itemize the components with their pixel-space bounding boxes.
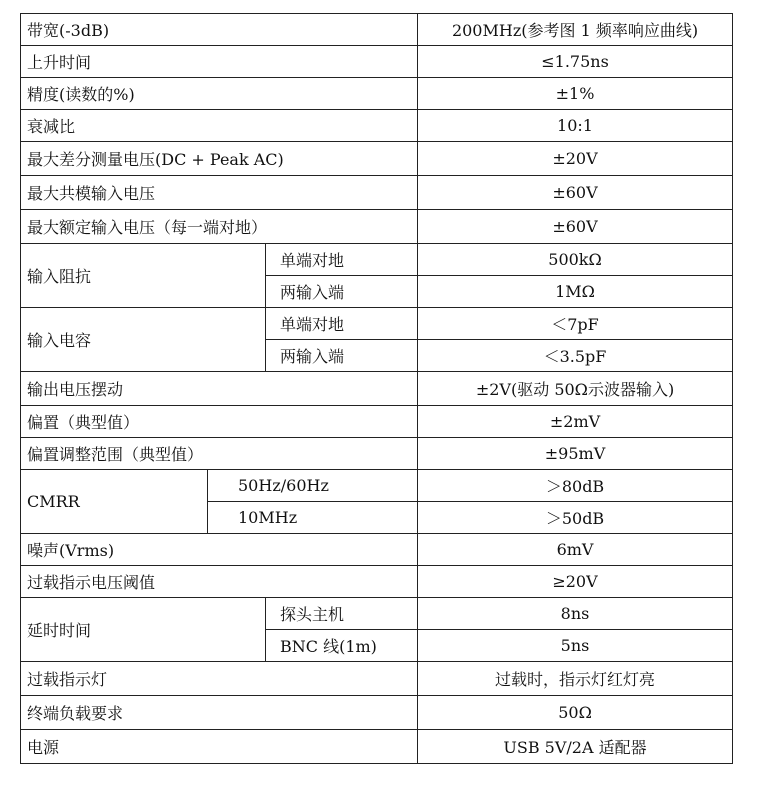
row-value: ±95mV: [418, 438, 733, 470]
row-value: 8ns: [418, 598, 733, 630]
table-row: [21, 662, 733, 696]
table-row: [21, 438, 733, 470]
table-row: [21, 534, 733, 566]
row-value: 5ns: [418, 630, 733, 662]
table-row: [21, 244, 733, 276]
sub-label: 两输入端: [266, 340, 418, 372]
row-label: 最大额定输入电压（每一端对地）: [21, 210, 418, 244]
table-row: [21, 730, 733, 764]
row-value: ±1%: [418, 78, 733, 110]
row-value: ＜3.5pF: [418, 340, 733, 372]
sub-label: 探头主机: [266, 598, 418, 630]
table-row: [21, 696, 733, 730]
sub-label: BNC 线(1m): [266, 630, 418, 662]
row-label: 上升时间: [21, 46, 418, 78]
table-row: [21, 46, 733, 78]
row-value: ＞50dB: [418, 502, 733, 534]
table-row: [21, 566, 733, 598]
row-label: 偏置（典型值）: [21, 406, 418, 438]
row-value: 500kΩ: [418, 244, 733, 276]
row-label: 最大共模输入电压: [21, 176, 418, 210]
row-value: 10:1: [418, 110, 733, 142]
row-label: 输入电容: [21, 308, 266, 372]
table-row: [21, 470, 733, 502]
row-value: 过载时，指示灯红灯亮: [418, 662, 733, 696]
sub-label: 两输入端: [266, 276, 418, 308]
spec-table: [20, 13, 733, 764]
row-label: 输入阻抗: [21, 244, 266, 308]
row-value: 200MHz(参考图 1 频率响应曲线): [418, 14, 733, 46]
sub-label: 10MHz: [208, 502, 418, 534]
row-value: ±60V: [418, 210, 733, 244]
row-value: ±20V: [418, 142, 733, 176]
table-row: [21, 598, 733, 630]
table-row: [21, 372, 733, 406]
table-row: [21, 406, 733, 438]
sub-label: 50Hz/60Hz: [208, 470, 418, 502]
sub-label: 单端对地: [266, 308, 418, 340]
row-label: CMRR: [21, 470, 208, 534]
row-value: ±2mV: [418, 406, 733, 438]
row-label: 衰减比: [21, 110, 418, 142]
row-value: ±2V(驱动 50Ω示波器输入): [418, 372, 733, 406]
row-label: 终端负载要求: [21, 696, 418, 730]
table-row: [21, 176, 733, 210]
row-value: ±60V: [418, 176, 733, 210]
table-row: [21, 142, 733, 176]
row-label: 噪声(Vrms): [21, 534, 418, 566]
row-value: 6mV: [418, 534, 733, 566]
table-row: [21, 110, 733, 142]
row-value: ≤1.75ns: [418, 46, 733, 78]
row-value: ＜7pF: [418, 308, 733, 340]
row-label: 偏置调整范围（典型值）: [21, 438, 418, 470]
row-label: 精度(读数的%): [21, 78, 418, 110]
row-value: ＞80dB: [418, 470, 733, 502]
table-row: [21, 14, 733, 46]
row-label: 输出电压摆动: [21, 372, 418, 406]
row-value: 1MΩ: [418, 276, 733, 308]
row-label: 过载指示灯: [21, 662, 418, 696]
row-label: 过载指示电压阈值: [21, 566, 418, 598]
row-label: 带宽(-3dB): [21, 14, 418, 46]
table-row: [21, 78, 733, 110]
row-label: 最大差分测量电压(DC + Peak AC): [21, 142, 418, 176]
row-value: 50Ω: [418, 696, 733, 730]
row-value: ≥20V: [418, 566, 733, 598]
table-row: [21, 308, 733, 340]
table-row: [21, 210, 733, 244]
row-label: 延时时间: [21, 598, 266, 662]
row-value: USB 5V/2A 适配器: [418, 730, 733, 764]
row-label: 电源: [21, 730, 418, 764]
sub-label: 单端对地: [266, 244, 418, 276]
